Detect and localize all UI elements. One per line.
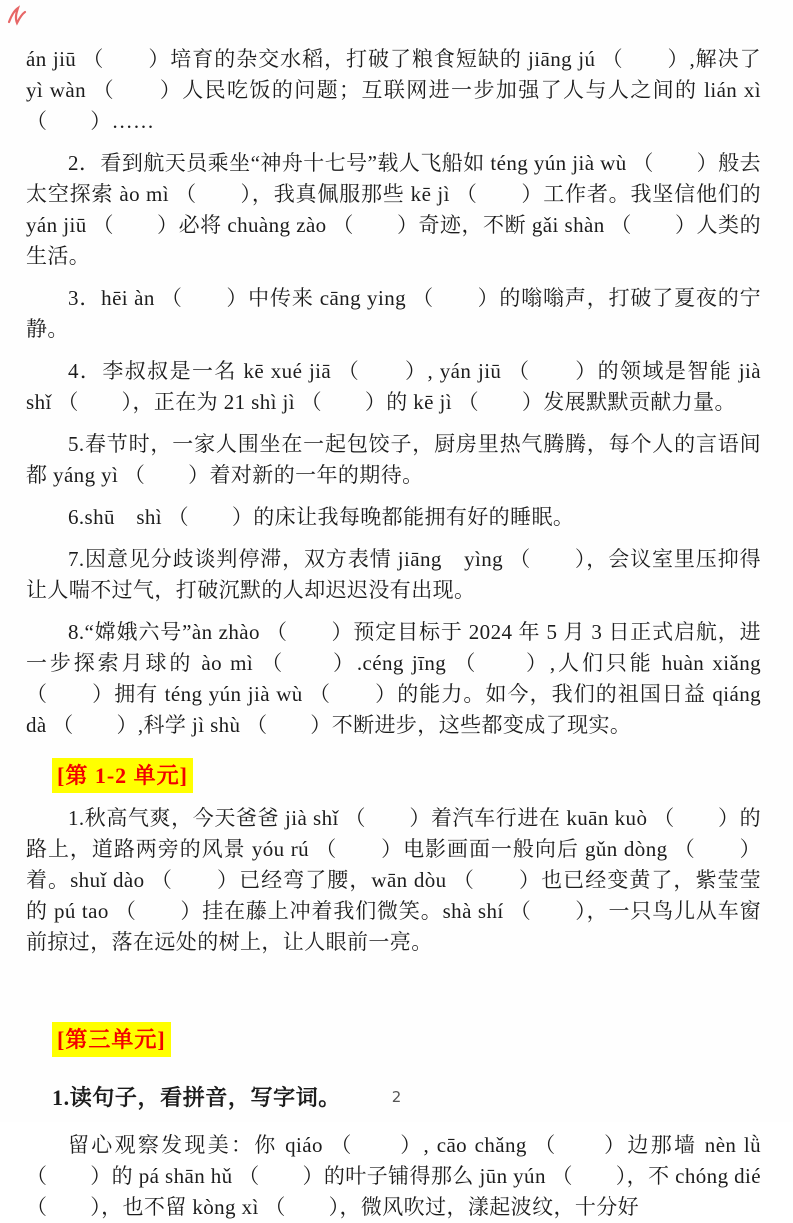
unit-header-1-2: [第 1-2 单元] <box>52 758 193 793</box>
exercise-paragraph-continuation: án jiū （ ）培育的杂交水稻，打破了粮食短缺的 jiāng jú （ ）,解决了 yì wàn （ ）人民吃饭的问题；互联网进一步加强了人与人之间的 lián xì （ ）…… <box>26 47 761 133</box>
unit-header-wrap-1-2 <box>26 752 761 803</box>
exercise-item-3: 3．hēi àn （ ）中传来 cāng ying （ ）的嗡嗡声，打破了夏夜的宁静。 <box>26 286 761 341</box>
unit12-exercise-item-1: 1.秋高气爽，今天爸爸 jià shǐ （ ）着汽车行进在 kuān kuò （ ）的路上，道路两旁的风景 yóu rú （ ）电影画面一般向后 gǔn dòng （ ）着。shuǐ dào （ ）已经弯了腰，wān dòu （ ）也已经变黄了，紫莹莹的 pú tao （ ）挂在藤上冲着我们微笑。shà shí （ ），一只鸟儿从车窗前掠过，落在远处的树上，让人眼前一亮。 <box>26 806 761 954</box>
exercise-item-4: 4．李叔叔是一名 kē xué jiā （ ）, yán jiū （ ）的领域是智能 jià shǐ （ ），正在为 21 shì jì （ ）的 kē jì （ ）发展默默贡献力量。 <box>26 359 761 414</box>
unit-header-wrap-3 <box>26 1016 761 1067</box>
exercise-item-8: 8.“嫦娥六号”àn zhào （ ）预定目标于 2024 年 5 月 3 日正式启航，进一步探索月球的 ào mì （ ）.céng jīng （ ）,人们只能 huàn xiǎng （ ）拥有 téng yún jià wù （ ）的能力。如今，我们的祖国日益 qiáng dà （ ）,科学 jì shù （ ）不断进步，这些都变成了现实。 <box>26 620 761 737</box>
exercise-item-2: 2．看到航天员乘坐“神舟十七号”载人飞船如 téng yún jià wù （ ）般去太空探索 ào mì （ ），我真佩服那些 kē jì （ ）工作者。我坚信他们的 yán jiū （ ）必将 chuàng zào （ ）奇迹，不断 gǎi shàn （ ）人类的生活。 <box>26 151 761 268</box>
section-instruction-heading: 1.读句子，看拼音，写字词。 <box>52 1085 341 1110</box>
unit-header-3: [第三单元] <box>52 1022 171 1057</box>
exercise-item-6: 6.shū shì （ ）的床让我每晚都能拥有好的睡眠。 <box>68 505 575 529</box>
exercise-item-5: 5.春节时，一家人围坐在一起包饺子，厨房里热气腾腾，每个人的言语间都 yáng yì （ ）着对新的一年的期待。 <box>26 432 761 487</box>
exercise-item-7: 7.因意见分歧谈判停滞，双方表情 jiāng yìng （ ），会议室里压抑得让人喘不过气，打破沉默的人却迟迟没有出现。 <box>26 547 761 602</box>
page-number: 2 <box>391 1088 402 1106</box>
unit3-exercise-paragraph: 留心观察发现美：你 qiáo （ ）, cāo chǎng （ ）边那墙 nèn lǜ （ ）的 pá shān hǔ （ ）的叶子铺得那么 jūn yún （ ），不 chóng dié （ ），也不留 kòng xì （ ），微风吹过，漾起波纹，十分好 <box>26 1133 761 1219</box>
corner-red-mark <box>6 4 28 28</box>
